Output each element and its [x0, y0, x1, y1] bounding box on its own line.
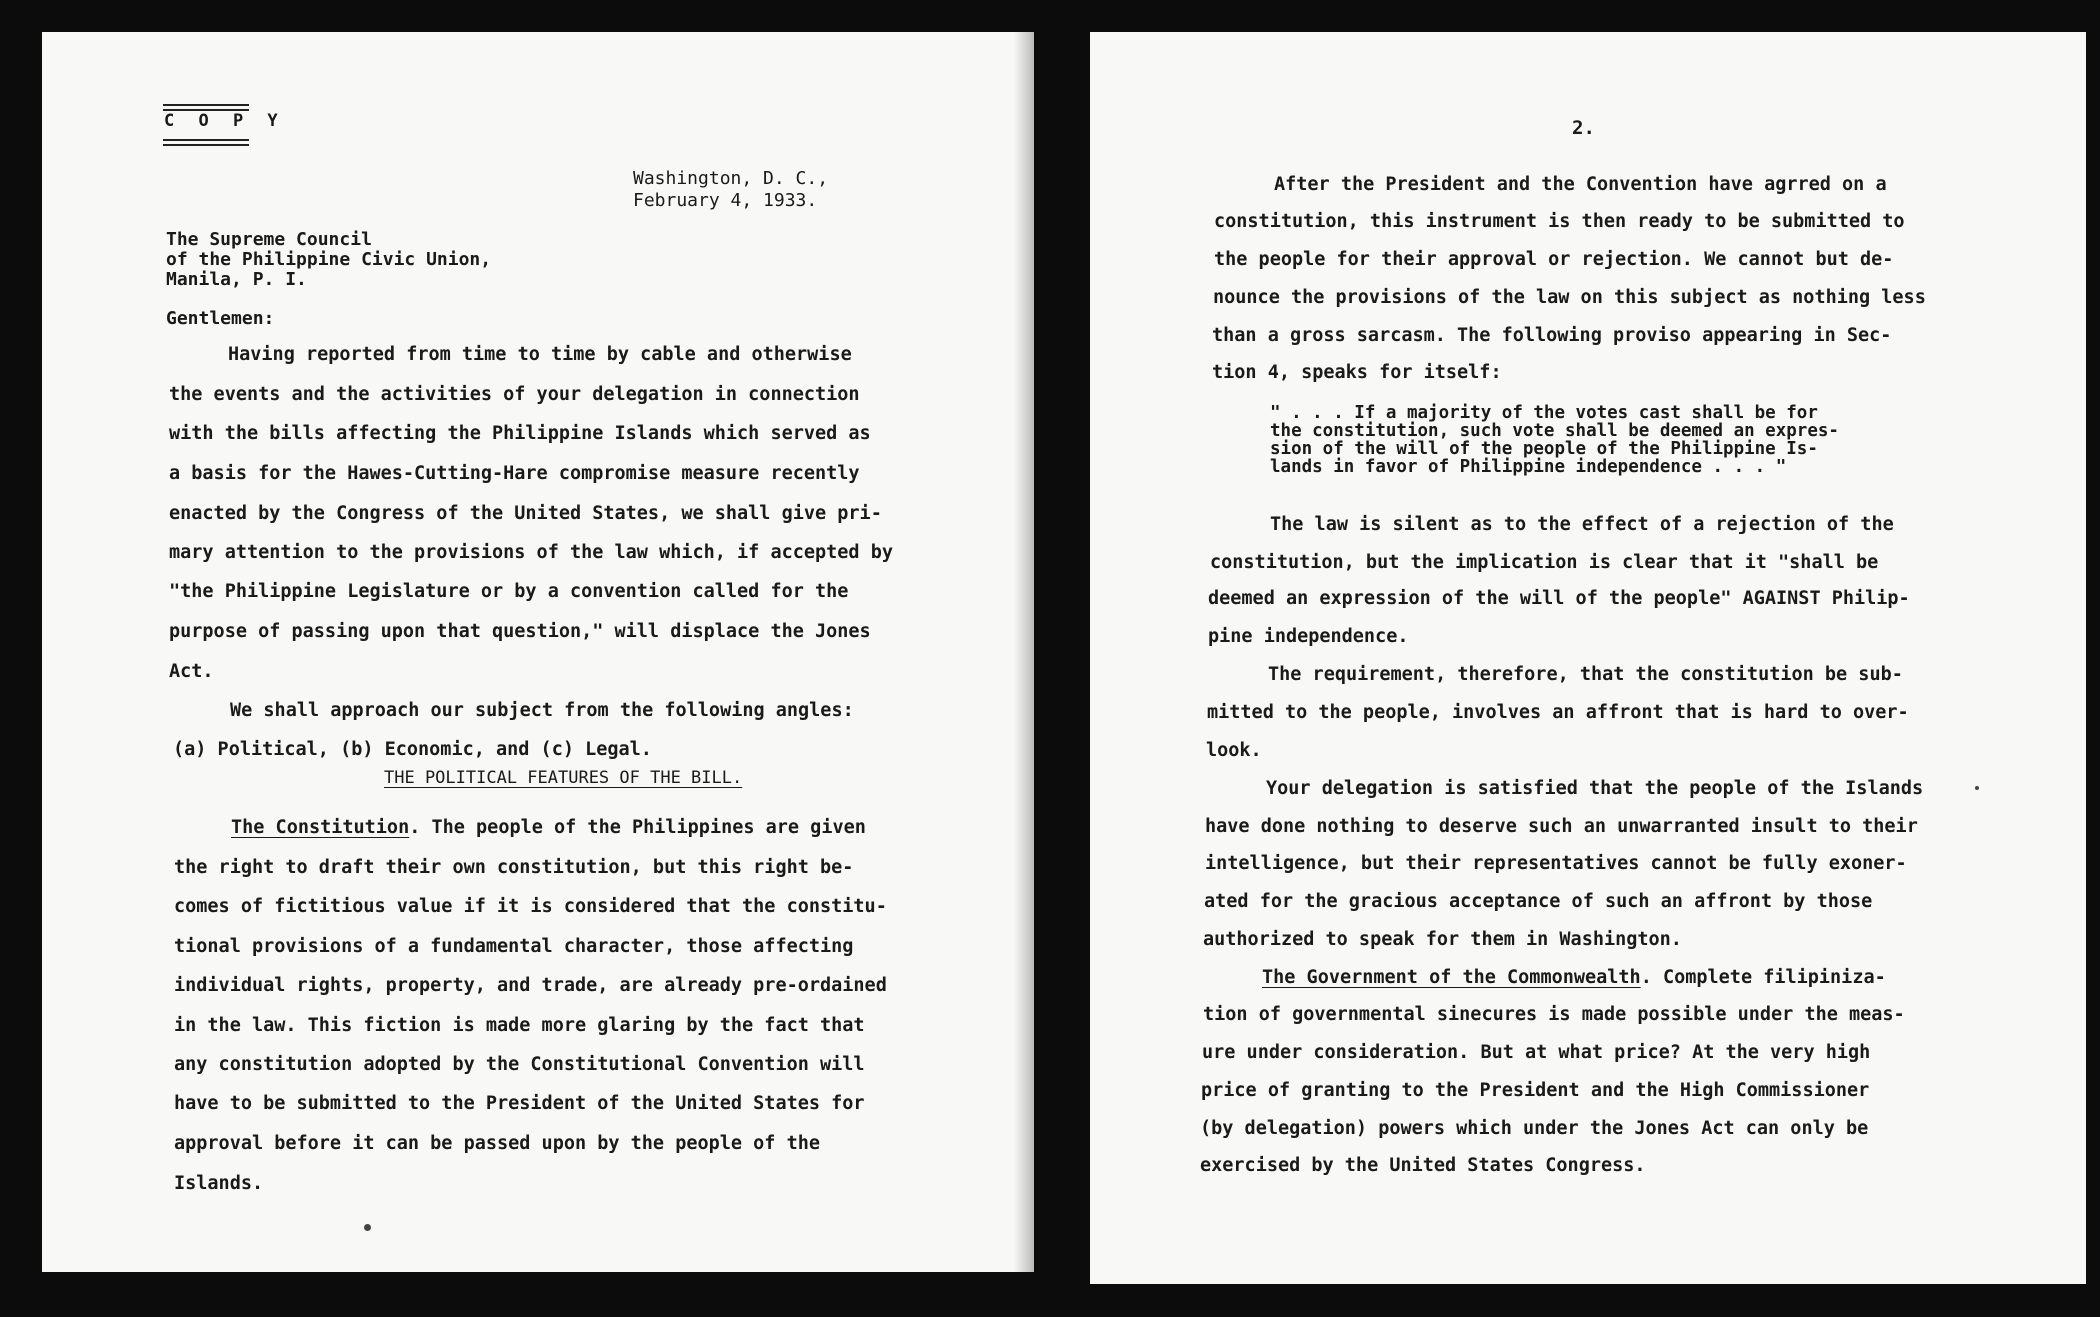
approach-line: (a) Political, (b) Economic, and (c) Legal. — [173, 739, 652, 760]
page-number: 2. — [1572, 117, 1595, 139]
copy-stamp-rule-top — [163, 104, 249, 111]
ink-speck — [364, 1224, 371, 1231]
quote-line: lands in favor of Philippine independence . . . " — [1270, 457, 1787, 477]
commonwealth-line: exercised by the United States Congress. — [1200, 1155, 1646, 1176]
copy-stamp-rule-bottom — [163, 139, 249, 146]
section-quote — [1270, 404, 1839, 476]
para3-line: look. — [1206, 740, 1262, 761]
body-line: mary attention to the provisions of the law which, if accepted by — [169, 542, 893, 563]
constitution-line: have to be submitted to the President of the United States for — [174, 1093, 865, 1114]
para1-line: nounce the provisions of the law on this subject as nothing less — [1213, 287, 1926, 308]
body-line: Act. — [169, 661, 214, 682]
commonwealth-heading: The Government of the Commonwealth — [1262, 967, 1641, 988]
para4-line: ated for the gracious acceptance of such an affront by those — [1204, 891, 1873, 912]
constitution-line: any constitution adopted by the Constitutional Convention will — [174, 1054, 865, 1075]
para2-line: pine independence. — [1208, 626, 1409, 647]
body-line: "the Philippine Legislature or by a convention called for the — [169, 581, 849, 602]
body-line: purpose of passing upon that question," will displace the Jones — [169, 621, 871, 642]
addressee-block — [166, 230, 491, 290]
body-line: the events and the activities of your delegation in connection — [169, 384, 860, 405]
para4-line: intelligence, but their representatives cannot be fully exoner- — [1205, 853, 1907, 874]
body-line: with the bills affecting the Philippine Islands which served as — [169, 423, 871, 444]
para1-line: tion 4, speaks for itself: — [1212, 362, 1502, 383]
commonwealth-line: tion of governmental sinecures is made possible under the meas- — [1203, 1004, 1905, 1025]
para2-line: deemed an expression of the will of the people" AGAINST Philip- — [1208, 588, 1910, 609]
para1-line: After the President and the Convention have agrred on a — [1274, 174, 1887, 195]
ink-speck — [1975, 786, 1979, 790]
para3-line: The requirement, therefore, that the constitution be sub- — [1268, 664, 1903, 685]
commonwealth-first-text: . Complete filipiniza- — [1640, 967, 1886, 988]
commonwealth-line: price of granting to the President and the High Commissioner — [1201, 1080, 1870, 1101]
dateline-date: February 4, 1933. — [633, 190, 818, 211]
constitution-line: individual rights, property, and trade, are already pre-ordained — [174, 975, 887, 996]
constitution-line: tional provisions of a fundamental character, those affecting — [174, 936, 854, 957]
addressee-line: The Supreme Council — [166, 229, 372, 250]
commonwealth-line: ure under consideration. But at what price? At the very high — [1202, 1042, 1871, 1063]
body-line: enacted by the Congress of the United States, we shall give pri- — [169, 503, 882, 524]
constitution-line: approval before it can be passed upon by the people of the — [174, 1133, 821, 1154]
para1-line: the people for their approval or rejection. We cannot but de- — [1214, 249, 1894, 270]
addressee-line: of the Philippine Civic Union, — [166, 249, 492, 270]
commonwealth-line: (by delegation) powers which under the Jones Act can only be — [1200, 1118, 1869, 1139]
constitution-line: the right to draft their own constitution, but this right be- — [174, 857, 854, 878]
para1-line: constitution, this instrument is then ready to be submitted to — [1214, 211, 1905, 232]
approach-line: We shall approach our subject from the following angles: — [230, 700, 854, 721]
body-line: Having reported from time to time by cable and otherwise — [228, 344, 852, 365]
quote-line: " . . . If a majority of the votes cast shall be for — [1270, 403, 1818, 423]
commonwealth-first-line — [1262, 967, 1886, 988]
constitution-line: in the law. This fiction is made more glaring by the fact that — [174, 1015, 865, 1036]
para2-line: The law is silent as to the effect of a rejection of the — [1270, 514, 1894, 535]
constitution-line: Islands. — [174, 1173, 264, 1194]
page-curl-shadow — [1014, 32, 1034, 1272]
constitution-first-text: . The people of the Philippines are given — [409, 817, 866, 838]
addressee-line: Manila, P. I. — [166, 269, 307, 290]
constitution-first-line — [231, 817, 866, 838]
constitution-heading: The Constitution — [231, 817, 410, 838]
letter-page-2 — [1090, 32, 2086, 1284]
constitution-line: comes of fictitious value if it is considered that the constitu- — [174, 896, 887, 917]
dateline — [633, 168, 828, 212]
dateline-city: Washington, D. C., — [633, 168, 829, 189]
para4-line: have done nothing to deserve such an unwarranted insult to their — [1205, 816, 1918, 837]
quote-line: the constitution, such vote shall be deemed an expres- — [1270, 421, 1839, 441]
section-heading: THE POLITICAL FEATURES OF THE BILL. — [384, 768, 743, 788]
letter-page-1 — [42, 32, 1034, 1272]
salutation: Gentlemen: — [166, 308, 275, 329]
para4-line: authorized to speak for them in Washington. — [1203, 929, 1682, 950]
para2-line: constitution, but the implication is clear that it "shall be — [1210, 552, 1879, 573]
body-line: a basis for the Hawes-Cutting-Hare compromise measure recently — [169, 463, 860, 484]
para1-line: than a gross sarcasm. The following proviso appearing in Sec- — [1212, 325, 1892, 346]
quote-line: sion of the will of the people of the Philippine Is- — [1270, 439, 1818, 459]
para4-line: Your delegation is satisfied that the people of the Islands — [1266, 778, 1924, 799]
para3-line: mitted to the people, involves an affront that is hard to over- — [1207, 702, 1909, 723]
copy-stamp: C O P Y — [164, 111, 285, 131]
